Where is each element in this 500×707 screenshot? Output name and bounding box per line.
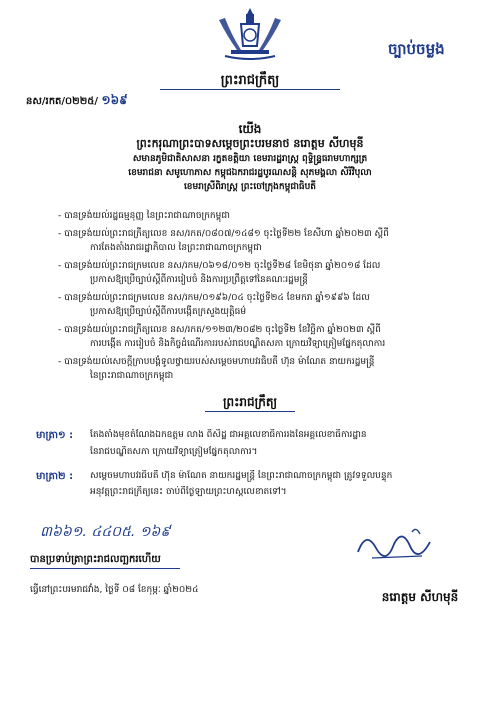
consideration-1: - បានទ្រង់យល់រដ្ឋធម្មនុញ្ញ នៃព្រះរាជាណាចក្រកម្ពុជា: [58, 211, 230, 221]
consideration-2: - បានទ្រង់យល់ព្រះរាជក្រឹត្យលេខ នស/រកត/០៨០៧/១៤៨១ ចុះថ្ងៃទី២២ ខែសីហា ឆ្នាំ២០២៣ ស្តីពី: [58, 229, 389, 239]
article-2-line-1: សម្តេចមហាបវរធិបតី ហ៊ុន ម៉ាណែត នាយករដ្ឋមន្ត្រី នៃព្រះរាជាណាចក្រកម្ពុជា ត្រូវទទួលបន្ទុក: [90, 471, 393, 481]
king-title-line-1: សមានភូមិជាតិសាសនា រក្ខតខត្តិយា ខេមរារដ្ឋរាស្ត្រ ពុទ្ធិន្ទ្រធរាមហាក្សត្រ: [132, 154, 368, 164]
consideration-5-cont: ការបង្កើត ការរៀបចំ និងកិច្ចដំណើរការរបស់រាជបណ្ឌិតសភា ក្រោយវិទ្យាត្រៀមផ្នែកតុលាការ: [90, 339, 386, 349]
article-2-label: មាត្រា២ :: [36, 471, 74, 482]
consideration-6: - បានទ្រង់យល់សេចក្តីក្រាបបង្គំទូលថ្វាយរបស់សម្តេចមហាបវរធិបតី ហ៊ុន ម៉ាណែត នាយករដ្ឋមន្ត្រី: [58, 357, 375, 367]
article-1-label: មាត្រា១ :: [36, 430, 74, 441]
title-underline: [160, 89, 340, 90]
consideration-4-cont: ប្រកាសឱ្យប្រើច្បាប់ស្តីពីការបង្កើតក្រសួងយុត្តិធម៌: [90, 307, 247, 317]
certification-underline: [30, 568, 180, 569]
decree-heading: ព្រះរាជក្រឹត្យ: [222, 395, 278, 409]
preamble-heading: យើង: [238, 122, 262, 136]
consideration-4: - បានទ្រង់យល់ព្រះរាជក្រមលេខ នស/រកម/០១៩៦/០៤ ចុះថ្ងៃទី២៤ ខែមករា ឆ្នាំ១៩៩៦ ដែល: [58, 293, 370, 303]
seal-certification: បានប្រទាប់ត្រាព្រះរាជលញ្ឆករហើយ: [30, 554, 161, 565]
king-title-line-2: ខេមរាជនា សមូហោភាស កម្ពុជឯករាជរដ្ឋបូរណសន្តិ សុភមង្គលា សិរីវិបុលា: [128, 168, 372, 178]
article-2-line-2: អនុវត្តព្រះរាជក្រឹត្យនេះ ចាប់ពីថ្ងៃឡាយព្រះហស្តលេខាតទៅ។: [90, 487, 287, 497]
copy-label: ច្បាប់ចម្លង: [388, 40, 445, 58]
document-title: ព្រះរាជក្រឹត្យ: [220, 73, 280, 88]
document-number-handwritten: ១៦៩: [101, 93, 128, 107]
decree-underline: [205, 411, 295, 412]
article-1-line-1: តែងតាំងមុខតំណែងឯកឧត្តម លាង ពិសិដ្ឋ ជាអគ្គលេខាធិការរងនៃអគ្គលេខាធិការដ្ឋាន: [90, 430, 367, 440]
signing-date: ធ្វើនៅព្រះបរមរាជវាំង, ថ្ងៃទី ០៨ ខែកុម្ភៈ ឆ្នាំ២០២៤: [30, 585, 199, 595]
consideration-6-cont: នៃព្រះរាជាណាចក្រកម្ពុជា: [90, 371, 174, 381]
article-1-line-2: នៃរាជបណ្ឌិតសភា ក្រោយវិទ្យាត្រៀមផ្នែកតុលាការ។: [90, 447, 258, 457]
consideration-3: - បានទ្រង់យល់ព្រះរាជក្រមលេខ នស/រកម/០៦១៨/០១២ ចុះថ្ងៃទី២៨ ខែមិថុនា ឆ្នាំ២០១៨ ដែល: [58, 261, 381, 271]
royal-signature: [352, 522, 442, 564]
consideration-2-cont: ការតែងតាំងរាជរដ្ឋាភិបាល នៃព្រះរាជាណាចក្រកម្ពុជា: [90, 243, 262, 253]
consideration-5: - បានទ្រង់យល់ព្រះរាជក្រឹត្យលេខ នស/រកត/១១២៣/២០៨២ ចុះថ្ងៃទី២ ខែវិច្ឆិកា ឆ្នាំ២០២៣ ស្តីពី: [58, 325, 381, 335]
king-title-line-3: ខេមរាស្រីពិរាស្ត្រ ព្រះចៅក្រុងកម្ពុជាធិបតី: [183, 182, 317, 192]
king-title: ព្រះករុណាព្រះបាទសម្តេចព្រះបរមនាថ នរោត្តម សីហមុនី: [136, 137, 364, 150]
royal-coat-of-arms-icon: [211, 6, 289, 62]
consideration-3-cont: ប្រកាសឱ្យប្រើច្បាប់ស្តីពីការរៀបចំ និងការប្រព្រឹត្តទៅនៃគណៈរដ្ឋមន្ត្រី: [90, 275, 308, 285]
document-number-code: នស/រកត/០២២៥/: [26, 96, 98, 107]
document-number: [26, 92, 266, 110]
king-name: នរោត្តម សីហមុនី: [381, 590, 459, 604]
handwritten-reference: ៣៦៦១. ៤៤០៥. ១៦៩: [40, 524, 171, 540]
